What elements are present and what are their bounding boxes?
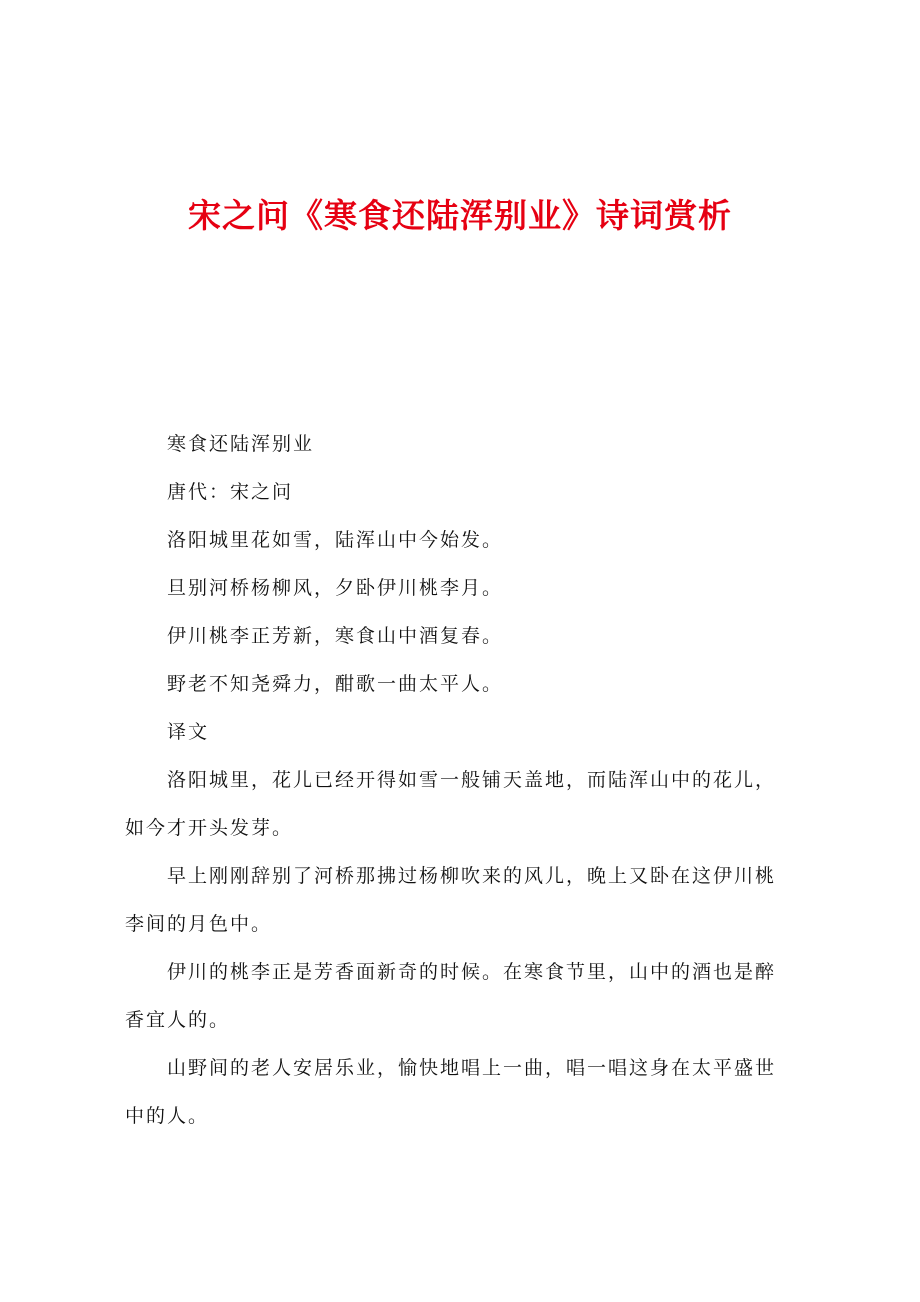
poem-line: 旦别河桥杨柳风，夕卧伊川桃李月。	[167, 577, 504, 599]
translation-paragraph: 山野间的老人安居乐业，愉快地唱上一曲，唱一唱这身在太平盛世中的人。	[125, 1057, 777, 1127]
poem-line: 野老不知尧舜力，酣歌一曲太平人。	[167, 673, 504, 695]
translation-heading: 译文	[167, 721, 210, 743]
translation-paragraph: 洛阳城里，花儿已经开得如雪一般铺天盖地，而陆浑山中的花儿，如今才开头发芽。	[125, 769, 777, 839]
poem-line: 伊川桃李正芳新，寒食山中酒复春。	[167, 625, 504, 647]
translation-paragraph: 早上刚刚辞别了河桥那拂过杨柳吹来的风儿，晚上又卧在这伊川桃李间的月色中。	[125, 865, 777, 935]
document-body	[125, 420, 795, 1140]
poem-line: 洛阳城里花如雪，陆浑山中今始发。	[167, 529, 504, 551]
document-title: 宋之问《寒食还陆浑别业》诗词赏析	[188, 196, 732, 235]
poem-author: 唐代：宋之问	[167, 481, 294, 503]
translation-paragraph: 伊川的桃李正是芳香面新奇的时候。在寒食节里，山中的酒也是醉香宜人的。	[125, 961, 777, 1031]
poem-title: 寒食还陆浑别业	[167, 433, 315, 455]
